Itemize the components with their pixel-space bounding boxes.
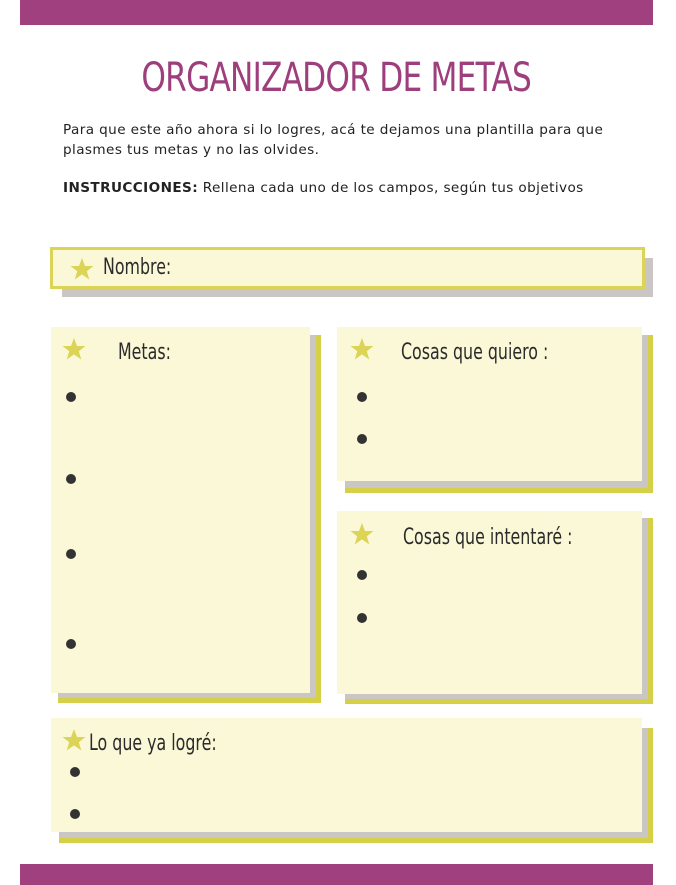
- bullet-dot: [70, 809, 80, 819]
- tries-shadow-edge: [648, 518, 653, 704]
- star-icon: [62, 337, 86, 361]
- achieved-shadow-edge: [648, 728, 653, 843]
- tries-label: Cosas que intentaré :: [403, 525, 573, 550]
- star-icon: [350, 522, 374, 546]
- star-icon: [62, 728, 86, 752]
- achieved-label: Lo que ya logré:: [89, 731, 217, 756]
- bullet-dot: [357, 570, 367, 580]
- bullet-dot: [70, 767, 80, 777]
- bullet-dot: [357, 613, 367, 623]
- goals-field[interactable]: [51, 327, 310, 693]
- bottom-band: [20, 864, 653, 885]
- goals-shadow-edge: [316, 335, 321, 703]
- achieved-shadow-bottom: [59, 838, 653, 843]
- star-icon: [350, 337, 374, 361]
- page-title: ORGANIZADOR DE METAS: [141, 55, 532, 101]
- bullet-dot: [357, 434, 367, 444]
- intro-text: Para que este año ahora si lo logres, acá te dejamos una plantilla para que plasmes tus metas y no las olvides.: [63, 122, 604, 158]
- star-icon: [70, 257, 94, 281]
- wants-shadow-bottom: [345, 488, 653, 493]
- goals-label: Metas:: [118, 340, 171, 365]
- bullet-dot: [66, 549, 76, 559]
- name-label: Nombre:: [103, 255, 172, 280]
- wants-label: Cosas que quiero :: [401, 340, 549, 365]
- instructions-text: [63, 178, 643, 198]
- tries-shadow-bottom: [345, 699, 653, 704]
- goals-shadow-bottom: [58, 698, 321, 703]
- bullet-dot: [66, 639, 76, 649]
- instructions-label: INSTRUCCIONES:: [63, 180, 199, 196]
- bullet-dot: [66, 474, 76, 484]
- bullet-dot: [357, 392, 367, 402]
- wants-shadow-edge: [648, 335, 653, 493]
- bullet-dot: [66, 392, 76, 402]
- instructions-body: Rellena cada uno de los campos, según tus objetivos: [198, 180, 584, 196]
- top-band: [20, 0, 653, 25]
